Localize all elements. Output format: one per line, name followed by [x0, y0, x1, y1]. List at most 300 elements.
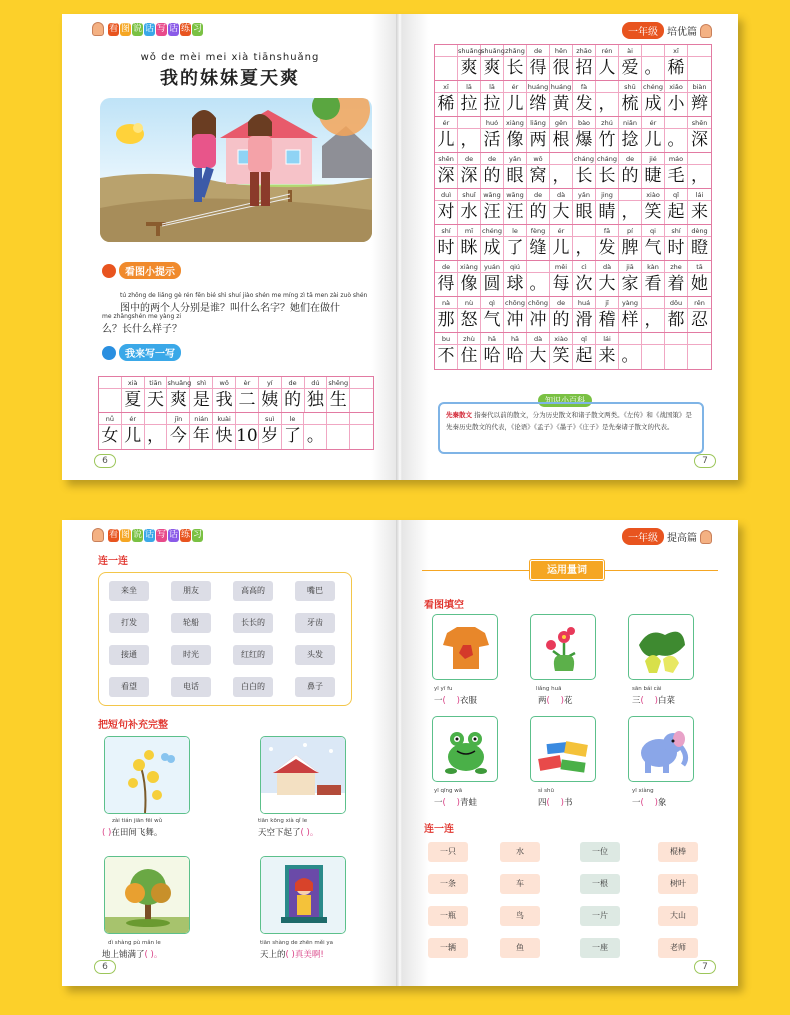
- item3-pinyin: dì shàng pù mǎn le: [108, 940, 161, 946]
- cell-pinyin: zhǎng: [505, 47, 525, 55]
- cell-pinyin: shū: [619, 81, 641, 93]
- series-title-char: 习: [192, 23, 202, 34]
- grid-cell: [550, 261, 573, 296]
- knowledge-tag: 知识小百科: [538, 394, 592, 407]
- cell-pinyin: zhù: [458, 333, 480, 345]
- cell-pinyin: wāng: [481, 189, 503, 201]
- grid-row: [435, 81, 711, 117]
- cell-pinyin: tiān: [145, 377, 167, 389]
- flowers-icon: [105, 737, 190, 814]
- cell-pinyin: suì: [259, 413, 281, 425]
- girl-window-icon: [261, 857, 346, 934]
- cell-pinyin: ér: [550, 225, 572, 237]
- cell-pinyin: xiàng: [504, 117, 526, 129]
- cell-pinyin: shì: [190, 377, 212, 389]
- cell-pinyin: qì: [481, 297, 503, 309]
- grid-cell: [596, 333, 619, 369]
- blank-fill1[interactable]: ( ): [442, 696, 460, 706]
- grid-cell: [619, 117, 642, 152]
- cell-hanzi: 气: [483, 310, 501, 330]
- series-title-char: 练: [180, 23, 190, 34]
- grid-cell: [481, 81, 504, 116]
- grid-cell: [458, 225, 481, 260]
- cell-pinyin: dà: [527, 333, 549, 345]
- cell-pinyin: huáng: [527, 83, 549, 91]
- cell-hanzi: 来: [691, 202, 708, 222]
- grid-cell: [619, 81, 642, 116]
- cell-hanzi: 今: [169, 426, 187, 446]
- grid-cell: [665, 117, 688, 152]
- cell-hanzi: 爆: [575, 130, 593, 150]
- fill2-text: 两( )花: [538, 696, 573, 706]
- cell-hanzi: 滑: [575, 310, 593, 330]
- match-chip[interactable]: 头发: [295, 645, 335, 665]
- blank-fill3[interactable]: ( ): [640, 696, 658, 706]
- grid-cell: [435, 333, 458, 369]
- grid-cell: [665, 45, 688, 80]
- grid-cell: [99, 377, 122, 412]
- match-chip[interactable]: 车: [500, 874, 540, 894]
- match-chip[interactable]: 红红的: [233, 645, 273, 665]
- cell-pinyin: [99, 377, 121, 389]
- cell-hanzi: 绺: [529, 94, 547, 114]
- cell-hanzi: 夏: [124, 390, 142, 410]
- picture-shirt: [432, 614, 498, 680]
- cell-pinyin: shuǎng: [458, 47, 482, 55]
- match-chip[interactable]: 轮船: [171, 613, 211, 633]
- cell-pinyin: wō: [527, 153, 549, 165]
- cell-hanzi: 我: [215, 390, 233, 410]
- cell-hanzi: 哈: [506, 346, 524, 366]
- fill4-text: 一( )青蛙: [434, 798, 477, 808]
- books-icon: [531, 717, 596, 782]
- grid-cell: [282, 377, 305, 412]
- grid-cell: [458, 261, 481, 296]
- level-label: 培优篇: [667, 27, 697, 38]
- cell-hanzi: 两: [529, 130, 547, 150]
- cell-hanzi: 哈: [483, 346, 501, 366]
- cell-pinyin: shuǎng: [167, 379, 192, 387]
- grid-cell: [619, 153, 642, 188]
- series-title-char: 话: [144, 529, 154, 540]
- grid-cell: [619, 189, 642, 224]
- cell-hanzi: 缝: [529, 238, 547, 258]
- cell-hanzi: 生: [329, 390, 347, 410]
- cell-hanzi: 了: [284, 426, 302, 446]
- item4-sentence: 天上的( )真美啊!: [260, 950, 324, 960]
- cell-pinyin: [458, 117, 480, 129]
- hint-line-2: 么？长什么样子？: [102, 324, 182, 335]
- match-chip[interactable]: 高高的: [233, 581, 273, 601]
- grade-badge: 一年级: [622, 528, 664, 545]
- cell-hanzi: 。: [667, 130, 685, 150]
- blank-4[interactable]: ( )真美啊!: [285, 950, 324, 960]
- match-chip[interactable]: 水: [500, 842, 540, 862]
- cell-pinyin: nù: [458, 297, 480, 309]
- cell-pinyin: xiǎo: [665, 81, 687, 93]
- cell-hanzi: 冲: [506, 310, 524, 330]
- lian-title-right: 连一连: [424, 824, 454, 835]
- match-chip[interactable]: 一位: [580, 842, 620, 862]
- picture-cabbage: [628, 614, 694, 680]
- grade-badge: 一年级: [622, 22, 664, 39]
- blank-fill4[interactable]: ( ): [442, 798, 460, 808]
- cell-hanzi: 天: [147, 390, 165, 410]
- cell-pinyin: [688, 153, 711, 165]
- grid-cell: [596, 81, 619, 116]
- knowledge-text: 指秦代以前的散文，分为历史散文和诸子散文两类。《左传》和《战国策》是先秦历史散文的代表，《论语》《孟子》《墨子》《庄子》是先秦诸子散文的代表。: [446, 411, 692, 431]
- knowledge-term: 先秦散文: [446, 411, 472, 419]
- grid-cell: [504, 153, 527, 188]
- match-chip[interactable]: 一座: [580, 938, 620, 958]
- grid-cell: [619, 297, 642, 332]
- grid-cell: [504, 261, 527, 296]
- knowledge-box: [438, 402, 704, 454]
- cell-hanzi: 姨: [261, 390, 279, 410]
- cell-hanzi: 儿: [552, 238, 570, 258]
- cell-pinyin: de: [527, 189, 549, 201]
- cell-pinyin: jīn: [167, 413, 189, 425]
- cell-hanzi: [99, 389, 121, 412]
- cell-pinyin: fā: [596, 225, 618, 237]
- cell-pinyin: [688, 45, 711, 57]
- grid-cell: [504, 117, 527, 152]
- cell-pinyin: tā: [688, 261, 711, 273]
- cell-pinyin: ér: [642, 117, 664, 129]
- grid-cell: [504, 225, 527, 260]
- picture-autumn-tree: [104, 856, 190, 934]
- item1-pinyin: zài tián jiān fēi wǔ: [112, 818, 163, 824]
- grid-cell: [99, 413, 122, 449]
- ball-icon: [102, 346, 116, 360]
- grid-cell: [665, 297, 688, 332]
- hint-pinyin-2: me zhǎngshén me yàng zi: [102, 313, 182, 320]
- cell-pinyin: yǎn: [573, 189, 595, 201]
- grid-cell: [458, 297, 481, 332]
- grid-cell: [573, 297, 596, 332]
- grid-cell: [573, 225, 596, 260]
- match-chip[interactable]: 来坐: [109, 581, 149, 601]
- cell-hanzi: 儿: [506, 94, 524, 114]
- cell-pinyin: zhe: [665, 261, 687, 273]
- cell-pinyin: hā: [504, 333, 526, 345]
- cell-hanzi: 水: [460, 202, 478, 222]
- cell-pinyin: zhāo: [573, 45, 595, 57]
- cell-pinyin: zhú: [596, 117, 618, 129]
- match-chip[interactable]: 大山: [658, 906, 698, 926]
- grid-cell: [573, 261, 596, 296]
- cell-pinyin: kuài: [213, 413, 235, 425]
- cell-hanzi: 捻: [621, 130, 639, 150]
- grid-row: [435, 45, 711, 81]
- cell-hanzi: 年: [192, 426, 210, 446]
- flower-icon: [531, 615, 596, 680]
- cell-pinyin: [435, 45, 457, 57]
- grid-cell: [596, 261, 619, 296]
- match-chip[interactable]: 时光: [171, 645, 211, 665]
- cell-hanzi: 得: [437, 274, 455, 294]
- match-chip[interactable]: 白白的: [233, 677, 273, 697]
- grid-cell: [550, 297, 573, 332]
- match-chip[interactable]: 老师: [658, 938, 698, 958]
- cell-hanzi: 活: [483, 130, 501, 150]
- cell-hanzi: 很: [552, 58, 570, 78]
- cell-pinyin: de: [282, 377, 304, 389]
- cell-hanzi: 那: [437, 310, 455, 330]
- cell-pinyin: nà: [435, 297, 457, 309]
- cell-hanzi: ，: [598, 94, 616, 114]
- cell-hanzi: ，: [147, 426, 165, 446]
- cell-hanzi: [327, 425, 349, 449]
- cell-hanzi: 都: [667, 310, 685, 330]
- cell-pinyin: le: [282, 413, 304, 425]
- cell-pinyin: pí: [619, 225, 641, 237]
- illustration-two-girls: [100, 98, 372, 242]
- cell-hanzi: 脾: [621, 238, 639, 258]
- grade-header: [622, 22, 712, 39]
- cell-hanzi: 儿: [644, 130, 662, 150]
- grid-cell: [550, 81, 573, 116]
- cell-pinyin: dà: [550, 189, 572, 201]
- cell-hanzi: 球: [506, 274, 524, 294]
- grid-cell: [688, 189, 711, 224]
- cell-hanzi: 竹: [598, 130, 616, 150]
- cell-hanzi: 大: [598, 274, 616, 294]
- cell-hanzi: 忍: [691, 310, 708, 330]
- grid-cell: [236, 377, 259, 412]
- cell-pinyin: xiào: [642, 189, 664, 201]
- cell-hanzi: 爽: [483, 58, 501, 78]
- fill4-pinyin: yī qīng wā: [434, 788, 463, 794]
- grid-cell: [619, 261, 642, 296]
- cell-pinyin: cháng: [597, 155, 617, 163]
- match-chip[interactable]: 电话: [171, 677, 211, 697]
- series-header: [92, 22, 203, 36]
- cell-pinyin: nǚ: [99, 413, 121, 425]
- cell-hanzi: 儿: [437, 130, 455, 150]
- cell-hanzi: 汪: [506, 202, 524, 222]
- cell-pinyin: ér: [504, 81, 526, 93]
- cell-hanzi: 的: [483, 166, 501, 186]
- match-chip[interactable]: 嘴巴: [295, 581, 335, 601]
- item3-sentence: 地上铺满了( )。: [102, 950, 163, 960]
- match-chip[interactable]: 看望: [109, 677, 149, 697]
- grid-cell: [596, 117, 619, 152]
- grid-cell: [688, 225, 711, 260]
- grid-cell: [145, 377, 168, 412]
- blank-3[interactable]: ( )。: [144, 950, 163, 960]
- match-chip[interactable]: 鼻子: [295, 677, 335, 697]
- blank-1[interactable]: ): [105, 828, 112, 838]
- cell-hanzi: 爱: [621, 58, 639, 78]
- cell-pinyin: lā: [458, 81, 480, 93]
- kid-mascot-icon: [92, 22, 104, 36]
- book-spread-top: [62, 14, 738, 480]
- grid-cell: [527, 153, 550, 188]
- cell-pinyin: yàng: [619, 297, 641, 309]
- grid-cell: [619, 225, 642, 260]
- cell-pinyin: de: [619, 153, 641, 165]
- grid-cell: [350, 413, 373, 449]
- grid-cell: [665, 261, 688, 296]
- cell-hanzi: [688, 57, 711, 80]
- cell-pinyin: shēng: [328, 379, 349, 387]
- cell-hanzi: 睫: [644, 166, 662, 186]
- cell-pinyin: shēn: [688, 117, 711, 129]
- grid-cell: [642, 333, 665, 369]
- match-chip[interactable]: 一根: [580, 874, 620, 894]
- picture-girl-window: [260, 856, 346, 934]
- cell-hanzi: 稀: [437, 94, 455, 114]
- cell-pinyin: [665, 117, 687, 129]
- cell-pinyin: [642, 297, 664, 309]
- fill6-pinyin: yī xiàng: [632, 788, 654, 794]
- cell-pinyin: qi: [642, 225, 664, 237]
- match-chip[interactable]: 一片: [580, 906, 620, 926]
- cell-pinyin: [327, 413, 349, 425]
- grid-cell: [642, 45, 665, 80]
- grid-cell: [458, 153, 481, 188]
- cell-pinyin: biàn: [688, 81, 711, 93]
- cell-pinyin: dèng: [688, 225, 711, 237]
- match-chip[interactable]: 牙齿: [295, 613, 335, 633]
- cell-hanzi: 成: [644, 94, 662, 114]
- grid-cell: [688, 117, 711, 152]
- item2-pinyin: tiān kōng xià qǐ le: [258, 818, 308, 824]
- grid-cell: [435, 297, 458, 332]
- match-chip[interactable]: 长长的: [233, 613, 273, 633]
- grid-cell: [619, 45, 642, 80]
- grid-cell: [190, 413, 213, 449]
- blank-2[interactable]: ( )。: [300, 828, 319, 838]
- grid-cell: [573, 189, 596, 224]
- grid-cell: [550, 117, 573, 152]
- blank-fill2[interactable]: ( ): [546, 696, 564, 706]
- cell-pinyin: [642, 45, 664, 57]
- cell-hanzi: 儿: [124, 426, 142, 446]
- grid-cell: [688, 45, 711, 80]
- hint-pinyin-1: tú zhōng de liǎng gè rén fēn bié shì shuí jiào shén me míng zì tā men zài zuò shén: [120, 292, 368, 299]
- cell-pinyin: xiàng: [458, 261, 480, 273]
- match-chip[interactable]: 一辆: [428, 938, 468, 958]
- grid-cell: [527, 81, 550, 116]
- grid-cell: [550, 225, 573, 260]
- cell-pinyin: mī: [458, 225, 480, 237]
- grid-cell: [527, 45, 550, 80]
- picture-books: [530, 716, 596, 782]
- cell-hanzi: ，: [691, 166, 708, 186]
- series-header: [92, 528, 203, 542]
- grid-cell: [481, 45, 504, 80]
- cell-hanzi: 。: [306, 426, 324, 446]
- grid-cell: [145, 413, 168, 449]
- blank-fill6[interactable]: ( ): [640, 798, 658, 808]
- cell-pinyin: lā: [481, 81, 503, 93]
- elephant-icon: [629, 717, 694, 782]
- grid-row: [435, 333, 711, 369]
- cell-hanzi: 着: [667, 274, 685, 294]
- cell-hanzi: 时: [437, 238, 455, 258]
- cell-pinyin: [527, 261, 549, 273]
- match-chip[interactable]: 鸟: [500, 906, 540, 926]
- cell-pinyin: měi: [550, 261, 572, 273]
- cell-hanzi: 像: [460, 274, 478, 294]
- cell-pinyin: [665, 333, 687, 345]
- match-chip[interactable]: 鱼: [500, 938, 540, 958]
- match-chip[interactable]: 打发: [109, 613, 149, 633]
- cell-pinyin: chéng: [482, 227, 502, 235]
- cell-hanzi: 大: [552, 202, 570, 222]
- cell-pinyin: jiā: [619, 261, 641, 273]
- grid-cell: [458, 189, 481, 224]
- match-chip[interactable]: 一只: [428, 842, 468, 862]
- grid-cell: [481, 153, 504, 188]
- cell-pinyin: huó: [481, 117, 503, 129]
- cell-pinyin: rén: [596, 45, 618, 57]
- cell-pinyin: fèng: [527, 225, 549, 237]
- cell-hanzi: ，: [575, 238, 593, 258]
- grid-cell: [642, 189, 665, 224]
- match-chip[interactable]: 棍棒: [658, 842, 698, 862]
- match-chip[interactable]: 接通: [109, 645, 149, 665]
- cell-pinyin: hěn: [550, 45, 572, 57]
- grid-cell: [596, 189, 619, 224]
- picture-flowers: [530, 614, 596, 680]
- cell-hanzi: 住: [460, 346, 478, 366]
- grid-row: [99, 377, 373, 413]
- grid-cell: [327, 377, 350, 412]
- blank-fill5[interactable]: ( ): [546, 798, 564, 808]
- match-chip[interactable]: 一条: [428, 874, 468, 894]
- cell-hanzi: 样: [621, 310, 639, 330]
- ball-icon: [102, 264, 116, 278]
- grid-cell: [573, 45, 596, 80]
- cell-pinyin: de: [527, 45, 549, 57]
- cell-hanzi: 对: [437, 202, 455, 222]
- grid-cell: [596, 225, 619, 260]
- grid-cell: [688, 333, 711, 369]
- cell-pinyin: wāng: [504, 189, 526, 201]
- cell-pinyin: máo: [665, 153, 687, 165]
- cell-pinyin: yǎn: [504, 153, 526, 165]
- grid-cell: [596, 153, 619, 188]
- cell-hanzi: 深: [691, 130, 708, 150]
- cell-pinyin: [304, 413, 326, 425]
- grid-cell: [642, 261, 665, 296]
- cell-hanzi: 得: [529, 58, 547, 78]
- cell-pinyin: [550, 153, 572, 165]
- cell-hanzi: 家: [621, 274, 639, 294]
- match-chip[interactable]: 朋友: [171, 581, 211, 601]
- grid-cell: [573, 117, 596, 152]
- cell-hanzi: 发: [598, 238, 616, 258]
- cell-hanzi: 快: [215, 426, 233, 446]
- cell-hanzi: 女: [101, 426, 119, 446]
- cell-hanzi: ，: [621, 202, 639, 222]
- match-chip[interactable]: 一瓶: [428, 906, 468, 926]
- fill1-text: 一( )衣服: [434, 696, 477, 706]
- match-chip[interactable]: 树叶: [658, 874, 698, 894]
- cell-hanzi: 眼: [575, 202, 593, 222]
- page-number: 6: [94, 454, 116, 468]
- fill3-pinyin: sān bái cài: [632, 686, 662, 692]
- cell-hanzi: 的: [284, 390, 302, 410]
- picture-frog: [432, 716, 498, 782]
- cell-pinyin: chéng: [643, 83, 663, 91]
- kid-mascot-icon: [92, 528, 104, 542]
- cell-pinyin: ér: [435, 117, 457, 129]
- series-title-char: 说: [132, 23, 142, 34]
